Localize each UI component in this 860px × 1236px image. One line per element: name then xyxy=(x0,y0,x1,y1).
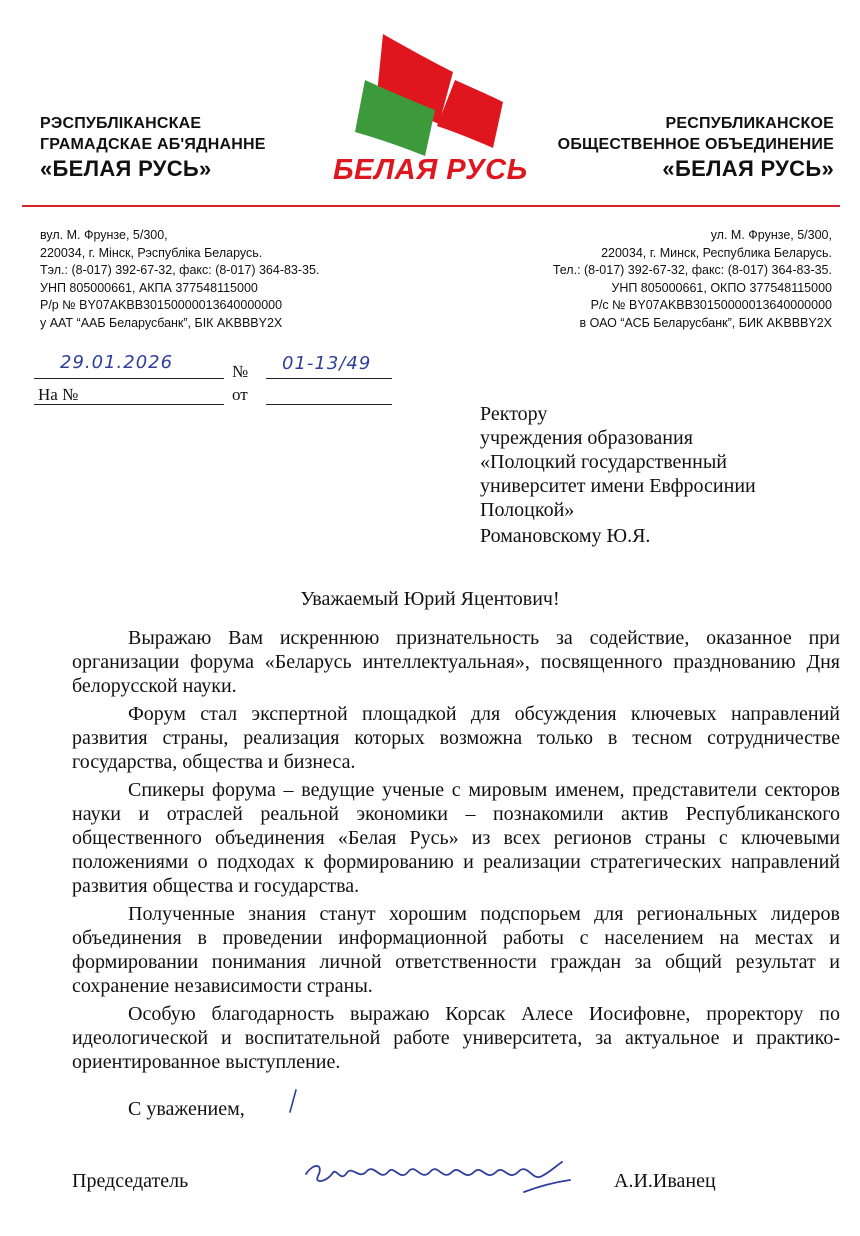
org-name-title: «БЕЛАЯ РУСЬ» xyxy=(40,156,212,181)
from-underline xyxy=(266,404,392,405)
number-underline xyxy=(266,378,392,379)
recipient-line: учреждения образования xyxy=(480,427,693,449)
recipient-line: «Полоцкий государственный xyxy=(480,451,727,473)
address-line: УНП 805000661, АКПА 377548115000 xyxy=(40,280,258,295)
letter-number: 01-13/49 xyxy=(282,353,372,374)
signatory-title: Председатель xyxy=(72,1170,189,1192)
closing-phrase: С уважением, xyxy=(128,1098,245,1120)
recipient-line: университет имени Евфросинии xyxy=(480,475,756,497)
address-line: Тел.: (8-017) 392-67-32, факс: (8-017) 364-83-35. xyxy=(552,263,832,278)
letter-body xyxy=(72,626,840,1078)
org-name-line: ОБЩЕСТВЕННОЕ ОБЪЕДИНЕНИЕ xyxy=(557,136,834,153)
org-name-line: РЕСПУБЛИКАНСКОЕ xyxy=(665,115,834,132)
address-line: Тэл.: (8-017) 392-67-32, факс: (8-017) 364-83-35. xyxy=(40,263,320,278)
recipient-line: Ректору xyxy=(480,403,548,425)
address-line: 220034, г. Минск, Республика Беларусь. xyxy=(601,245,832,260)
body-paragraph: Спикеры форума – ведущие ученые с мировым именем, представители секторов науки и отраслей реальной экономики – познакомили актив Республиканского общественного объединения «Белая Русь» из всех регионов страны с ключевыми положениями о подходах к формированию и реализации стратегических направлений развития общества и государства. xyxy=(72,779,840,897)
organization-logo xyxy=(325,28,528,190)
closing-mark xyxy=(282,1088,302,1121)
body-paragraph: Полученные знания станут хорошим подспорьем для региональных лидеров объединения в проведении информационной работы с населением на местах и формировании понимания личной ответственности граждан за общий результат и сохранение независимости страны. xyxy=(72,903,840,997)
address-line: Р/р № BY07AKBB30150000013640000000 xyxy=(40,298,283,313)
body-paragraph: Форум стал экспертной площадкой для обсуждения ключевых направлений развития страны, реализация которых возможна только в тесном сотрудничестве государства, общества и бизнеса. xyxy=(72,703,840,773)
recipient-name: Романовскому Ю.Я. xyxy=(480,525,651,547)
salutation: Уважаемый Юрий Яцентович! xyxy=(300,588,560,610)
org-name-title: «БЕЛАЯ РУСЬ» xyxy=(662,156,834,181)
body-paragraph: Выражаю Вам искреннюю признательность за содействие, оказанное при организации форума «Беларусь интеллектуальная», посвященного празднованию Дня белорусской науки. xyxy=(72,627,840,697)
org-name-line: РЭСПУБЛІКАНСКАЕ xyxy=(40,115,202,132)
org-name-belarusian xyxy=(40,113,266,183)
signatory-name: А.И.Иванец xyxy=(614,1170,716,1192)
address-line: 220034, г. Мінск, Рэспубліка Беларусь. xyxy=(40,245,263,260)
handwritten-signature xyxy=(300,1152,580,1209)
from-label: от xyxy=(232,385,248,404)
address-belarusian xyxy=(40,227,319,333)
address-line: УНП 805000661, ОКПО 377548115000 xyxy=(611,280,832,295)
address-line: вул. М. Фрунзе, 5/300, xyxy=(40,228,168,242)
letter-date: 29.01.2026 xyxy=(60,352,174,373)
number-label: № xyxy=(232,362,249,381)
recipient-line: Полоцкой» xyxy=(480,499,575,521)
recipient-block xyxy=(480,402,756,522)
logo-wordmark: БЕЛАЯ РУСЬ xyxy=(333,154,528,186)
date-underline xyxy=(34,378,224,379)
reply-underline xyxy=(34,404,224,405)
address-line: у ААТ “ААБ Беларусбанк”, БІК AKBBBY2X xyxy=(40,315,283,330)
address-russian xyxy=(553,227,832,333)
header-divider xyxy=(22,205,840,207)
reply-label: На № xyxy=(38,385,79,404)
address-line: в ОАО “АСБ Беларусбанк”, БИК AKBBBY2X xyxy=(579,315,832,330)
address-line: Р/с № BY07AKBB30150000013640000000 xyxy=(590,298,832,313)
org-name-russian xyxy=(558,113,834,183)
org-name-line: ГРАМАДСКАЕ АБ'ЯДНАННЕ xyxy=(40,136,266,153)
address-line: ул. М. Фрунзе, 5/300, xyxy=(710,228,832,242)
body-paragraph: Особую благодарность выражаю Корсак Алесе Иосифовне, проректору по идеологической и воспитательной работе университета, за актуальное и практико-ориентированное выступление. xyxy=(72,1003,840,1073)
